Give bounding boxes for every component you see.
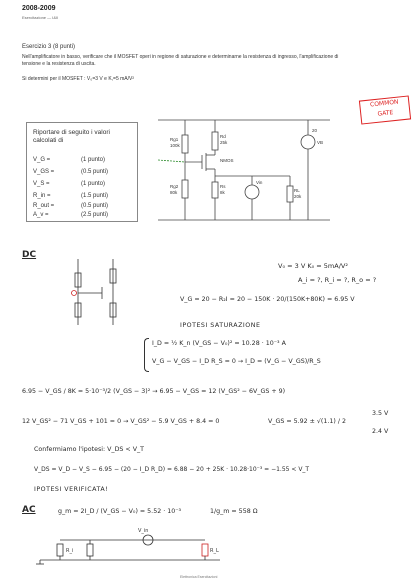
verify-hypothesis: Confermiamo l'ipotesi: V_DS < V_T [34,446,144,453]
result-label: V_S = [33,181,50,187]
result-row-vgs [33,169,133,178]
stamp-line-1: COMMON [369,98,399,109]
equation-system-brace [144,338,149,372]
root-1: 3.5 V [372,410,389,417]
system-eq-2: V_G − V_GS − I_D R_S = 0 → I_D = (V_G − V_GS)/R_S [152,358,321,365]
exercise-text: Nell'amplificatore in basso, verificare che il MOSFET operi in regione di saturazione e determinarne la resistenza di ingresso, l'amplificazione di tensione e la resistenza di uscita. [22,54,339,67]
vg-equation: V_G = 20 − R₂I = 20 − 150K · 20/(150K+80K) = 6.95 V [180,296,355,303]
rg1-value: 100k [170,143,180,148]
ac-section-label: AC [22,505,36,515]
rs-label: Rs [220,184,226,189]
rl-value: 20k [294,194,302,199]
solve-step-3: V_GS = 5.92 ± √(1.1) / 2 [268,418,346,425]
rg2-value: 80k [170,190,178,195]
result-row-vs [33,181,133,190]
results-heading: Riportare di seguito i valori calcolati di [33,129,110,144]
result-points: (1 punto) [81,181,106,187]
result-points: (1.5 punti) [81,193,109,199]
result-label: A_v = [33,212,49,218]
result-label: V_GS = [33,169,55,175]
hypothesis-verified: IPOTESI VERIFICATA! [34,486,109,493]
rg2-label: Rg2 [170,184,179,189]
page-title: 2008-2009 [22,5,56,12]
solve-step-2: 12 V_GS² − 71 V_GS + 101 = 0 → V_GS² − 5.9 V_GS + 8.4 = 0 [22,418,220,425]
result-row-rin [33,193,133,202]
vb-label: VB [317,140,324,145]
page-subtitle: Esercitazione — I&II [22,15,59,20]
rg1-label: Rg1 [170,137,179,142]
ac-rl-label: R_L [210,548,219,554]
result-points: (1 punto) [81,157,106,163]
rs-value: 8k [220,190,225,195]
result-points: (2.5 punti) [81,212,109,218]
result-label: R_out = [33,203,55,209]
root-2: 2.4 V [372,428,389,435]
vin-label: Vin [256,180,263,185]
result-row-av [33,212,133,221]
ac-vin-label: V_in [138,528,149,534]
rd-value: 25k [220,140,228,145]
saturation-hypothesis: IPOTESI SATURAZIONE [180,322,261,329]
result-label: V_G = [33,157,51,163]
ac-equivalent-circuit [30,520,230,570]
exercise-params: Si determini per il MOSFET : V₀=3 V e K,=5 mA/V² [22,76,135,82]
rl-label: RL [294,188,300,193]
vds-equation: V_DS = V_D − V_S − 6.95 − (20 − I_D R_D) = 6.88 − 20 + 25K · 10.28·10⁻³ = −1.55 < V_T [34,466,310,473]
dc-equivalent-circuit [58,255,148,330]
given-params: V₀ = 3 V K₀ = 5mA/V² [278,262,348,270]
result-points: (0.5 punti) [81,203,109,209]
inverse-gm: 1/g_m = 558 Ω [210,508,258,515]
result-label: R_in = [33,193,51,199]
common-gate-stamp [359,95,411,124]
ac-ri-label: R_i [66,548,74,554]
result-row-rout [33,203,133,212]
result-row-vg [33,157,133,166]
results-box [26,122,138,222]
unknowns: A_i = ?, R_i = ?, R_o = ? [298,276,377,284]
rd-label: Rd [220,134,226,139]
system-eq-1: I_D = ½ K_n (V_GS − V₀)² = 10.28 · 10⁻³ A [152,340,286,347]
exercise-title: Esercizio 3 (8 punti) [22,44,76,50]
nmos-label: NMOS [220,158,234,163]
vb-value: 20 [312,128,318,133]
gm-equation: g_m = 2I_D / (V_GS − V₀) = 5.52 · 10⁻³ [58,508,182,515]
solve-step-1: 6.95 − V_GS / 8K = 5·10⁻³/2 (V_GS − 3)² → 6.95 − V_GS = 12 (V_GS² − 6V_GS + 9) [22,388,286,395]
amplifier-circuit-diagram [140,110,340,230]
page-footer: Elettronica Esercitazioni [180,575,218,579]
stamp-line-2: GATE [377,109,394,118]
result-points: (0.5 punti) [81,169,109,175]
dc-section-label: DC [22,250,37,260]
